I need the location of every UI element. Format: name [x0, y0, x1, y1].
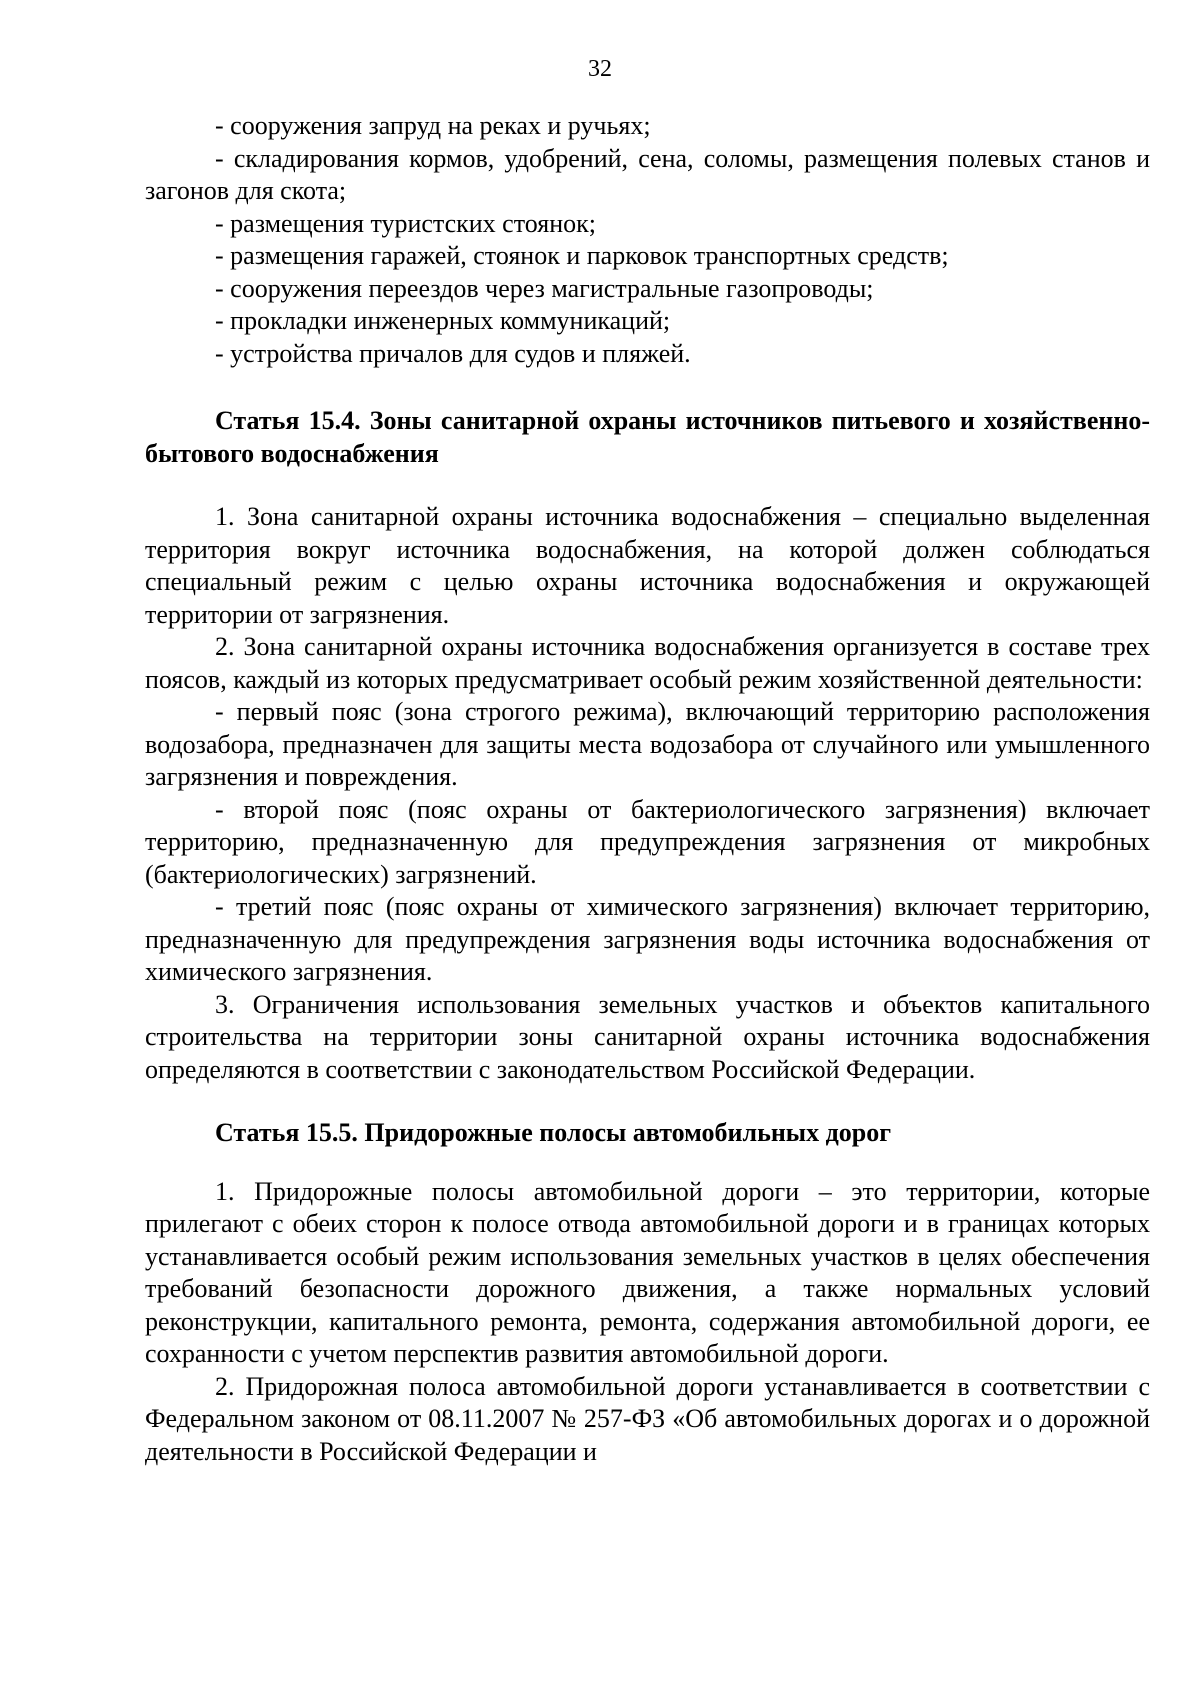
paragraph: 2. Зона санитарной охраны источника водоснабжения организуется в составе трех поясов, каждый из которых предусматривает особый режим хозяйственной деятельности: [145, 632, 1150, 694]
paragraph: 1. Придорожные полосы автомобильной дороги – это территории, которые прилегают с обеих сторон к полосе отвода автомобильной дороги и в границах которых устанавливается особый режим использования земельных участков в целях обеспечения требований безопасности дорожного движения, а также нормальных условий реконструкции, капитального ремонта, ремонта, содержания автомобильной дороги, ее сохранности с учетом перспектив развития автомобильной дороги. [145, 1176, 1150, 1368]
paragraph: - первый пояс (зона строгого режима), включающий территорию расположения водозабора, предназначен для защиты места водозабора от случайного или умышленного загрязнения и повреждения. [145, 697, 1150, 791]
paragraph: 2. Придорожная полоса автомобильной дороги устанавливается в соответствии с Федеральном законом от 08.11.2007 № 257-ФЗ «Об автомобильных дорогах и о дорожной деятельности в Российской Федерации и [145, 1371, 1150, 1466]
list-item: - сооружения переездов через магистральные газопроводы; [215, 273, 874, 303]
page-number: 32 [588, 56, 612, 82]
section-heading-15-5: Статья 15.5. Придорожные полосы автомобильных дорог [215, 1118, 892, 1147]
list-item: - сооружения запруд на реках и ручьях; [215, 111, 651, 140]
paragraph: 3. Ограничения использования земельных участков и объектов капитального строительства на территории зоны санитарной охраны источника водоснабжения определяются в соответствии с законодательством Российской Федерации. [145, 989, 1150, 1084]
document-body [145, 110, 1150, 1468]
paragraph: 1. Зона санитарной охраны источника водоснабжения – специально выделенная территория вокруг источника водоснабжения, на которой должен соблюдаться специальный режим с целью охраны источника водоснабжения и окружающей территории от загрязнения. [145, 502, 1150, 629]
list-item: - размещения туристских стоянок; [215, 208, 596, 238]
section-heading-15-4: Статья 15.4. Зоны санитарной охраны источников питьевого и хозяйственно-бытового водоснабжения [145, 406, 1150, 468]
list-item: - размещения гаражей, стоянок и парковок транспортных средств; [215, 241, 949, 270]
paragraph: - второй пояс (пояс охраны от бактериологического загрязнения) включает территорию, предназначенную для предупреждения загрязнения от микробных (бактериологических) загрязнений. [145, 794, 1150, 889]
list-item: - прокладки инженерных коммуникаций; [215, 306, 671, 335]
list-item: - устройства причалов для судов и пляжей. [215, 338, 691, 368]
list-item: - складирования кормов, удобрений, сена, соломы, размещения полевых станов и загонов для скота; [145, 143, 1150, 205]
paragraph: - третий пояс (пояс охраны от химического загрязнения) включает территорию, предназначенную для предупреждения загрязнения воды источника водоснабжения от химического загрязнения. [145, 892, 1150, 986]
